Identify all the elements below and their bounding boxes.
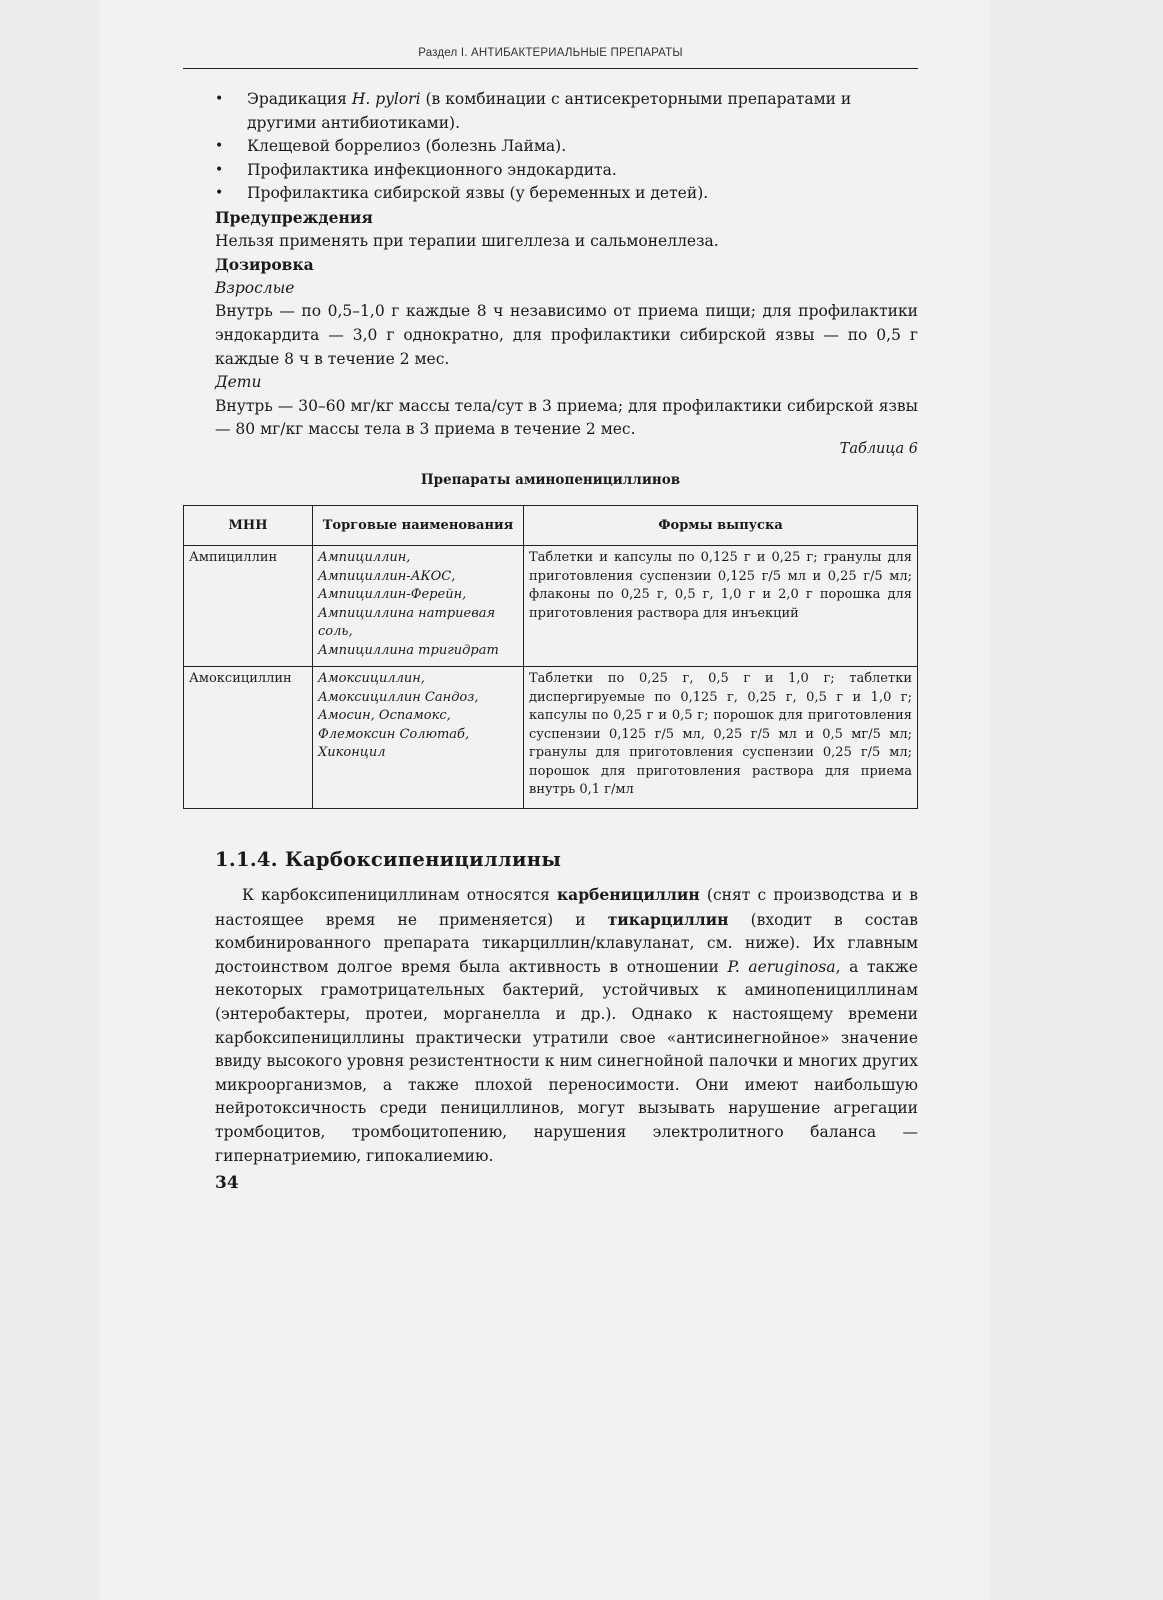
- list-item: • Профилактика инфекционного эндокардита.: [215, 159, 918, 183]
- table-row: [184, 546, 918, 667]
- adults-dosage: Внутрь — по 0,5–1,0 г каждые 8 ч независимо от приема пищи; для профилактики эндокардита — 3,0 г однократно, для профилактики сибирской язвы — по 0,5 г каждые 8 ч в течение 2 мес.: [215, 302, 918, 368]
- header-trade-names: Торговые наименования: [313, 506, 524, 546]
- list-item: • Профилактика сибирской язвы (у беременных и детей).: [215, 182, 918, 206]
- organism-name: H. pylori: [351, 90, 421, 108]
- header-forms: Формы выпуска: [524, 506, 918, 546]
- header-rule: [183, 68, 918, 69]
- cell-trade-names: Амоксициллин, Амоксициллин Сандоз, Амосин, Оспамокс, Флемоксин Солютаб, Хиконцил: [313, 667, 524, 809]
- indications-list: [215, 88, 918, 206]
- header-mnn: МНН: [184, 506, 313, 546]
- table-row: [184, 667, 918, 809]
- drug-name: карбенициллин: [556, 885, 700, 904]
- warnings-heading: Предупреждения: [215, 207, 373, 227]
- aminopenicillins-table: [183, 505, 918, 809]
- cell-mnn: Ампициллин: [184, 546, 313, 667]
- adults-label: Взрослые: [215, 278, 295, 297]
- children-label: Дети: [215, 373, 262, 392]
- section-paragraph: К карбоксипенициллинам относятся карбенициллин (снят с производства и в настоящее время не применяется) и тикарциллин (входит в состав комбинированного препарата тикарциллин/клавуланат, см. ниже). Их главным достоинством долгое время была активность в отношении P. aeruginosa, а также некоторых грамотрицательных бактерий, устойчивых к аминопенициллинам (энтеробактеры, протеи, морганелла и др.). Однако к настоящему времени карбоксипенициллины практически утратили свое «антисинегнойное» значение ввиду высокого уровня резистентности к ним синегнойной палочки и многих других микроорганизмов, а также плохой переносимости. Они имеют наибольшую нейротоксичность среди пенициллинов, могут вызывать нарушение агрегации тромбоцитов, тромбоцитопению, нарушения электролитного баланса — гипернатриемию, гипокалиемию.: [215, 885, 918, 1165]
- cell-forms: Таблетки и капсулы по 0,125 г и 0,25 г; гранулы для приготовления суспензии 0,125 г/5 мл и 0,25 г/5 мл; флаконы по 0,25 г, 0,5 г, 1,0 г и 2,0 г порошка для приготовления раствора для инъекций: [524, 546, 918, 667]
- list-item: • Клещевой боррелиоз (болезнь Лайма).: [215, 135, 918, 159]
- children-dosage: Внутрь — 30–60 мг/кг массы тела/сут в 3 приема; для профилактики сибирской язвы — 80 мг/кг массы тела в 3 приема в течение 2 мес.: [215, 396, 918, 439]
- table-caption: Таблица 6: [839, 441, 918, 457]
- running-head: Раздел I. АНТИБАКТЕРИАЛЬНЫЕ ПРЕПАРАТЫ: [418, 47, 683, 59]
- table-header-row: [184, 506, 918, 546]
- section-title: 1.1.4. Карбоксипенициллины: [215, 848, 562, 871]
- list-item: • Эрадикация H. pylori (в комбинации с антисекреторными препаратами и другими антибиотиками).: [215, 88, 918, 135]
- organism-name: P. aeruginosa: [727, 957, 836, 976]
- page-number: 34: [215, 1173, 239, 1193]
- dosage-heading: Дозировка: [215, 255, 314, 275]
- table-title: Препараты аминопенициллинов: [420, 472, 681, 488]
- warnings-text: Нельзя применять при терапии шигеллеза и сальмонеллеза.: [215, 231, 719, 250]
- indications-and-dosage: [215, 88, 918, 442]
- cell-forms: Таблетки по 0,25 г, 0,5 г и 1,0 г; таблетки диспергируемые по 0,125 г, 0,25 г, 0,5 г и 1,0 г; капсулы по 0,25 г и 0,5 г; порошок для приготовления суспензии 0,125 г/5 мл, 0,25 г/5 мл и 0,5 мг/5 мл; гранулы для приготовления суспензии 0,25 г/5 мл; порошок для приготовления раствора для приема внутрь 0,1 г/мл: [524, 667, 918, 809]
- cell-mnn: Амоксициллин: [184, 667, 313, 809]
- drug-name: тикарциллин: [607, 909, 729, 929]
- cell-trade-names: Ампициллин, Ампициллин-АКОС, Ампициллин-Ферейн, Ампициллина натриевая соль, Ампициллина тригидрат: [313, 546, 524, 667]
